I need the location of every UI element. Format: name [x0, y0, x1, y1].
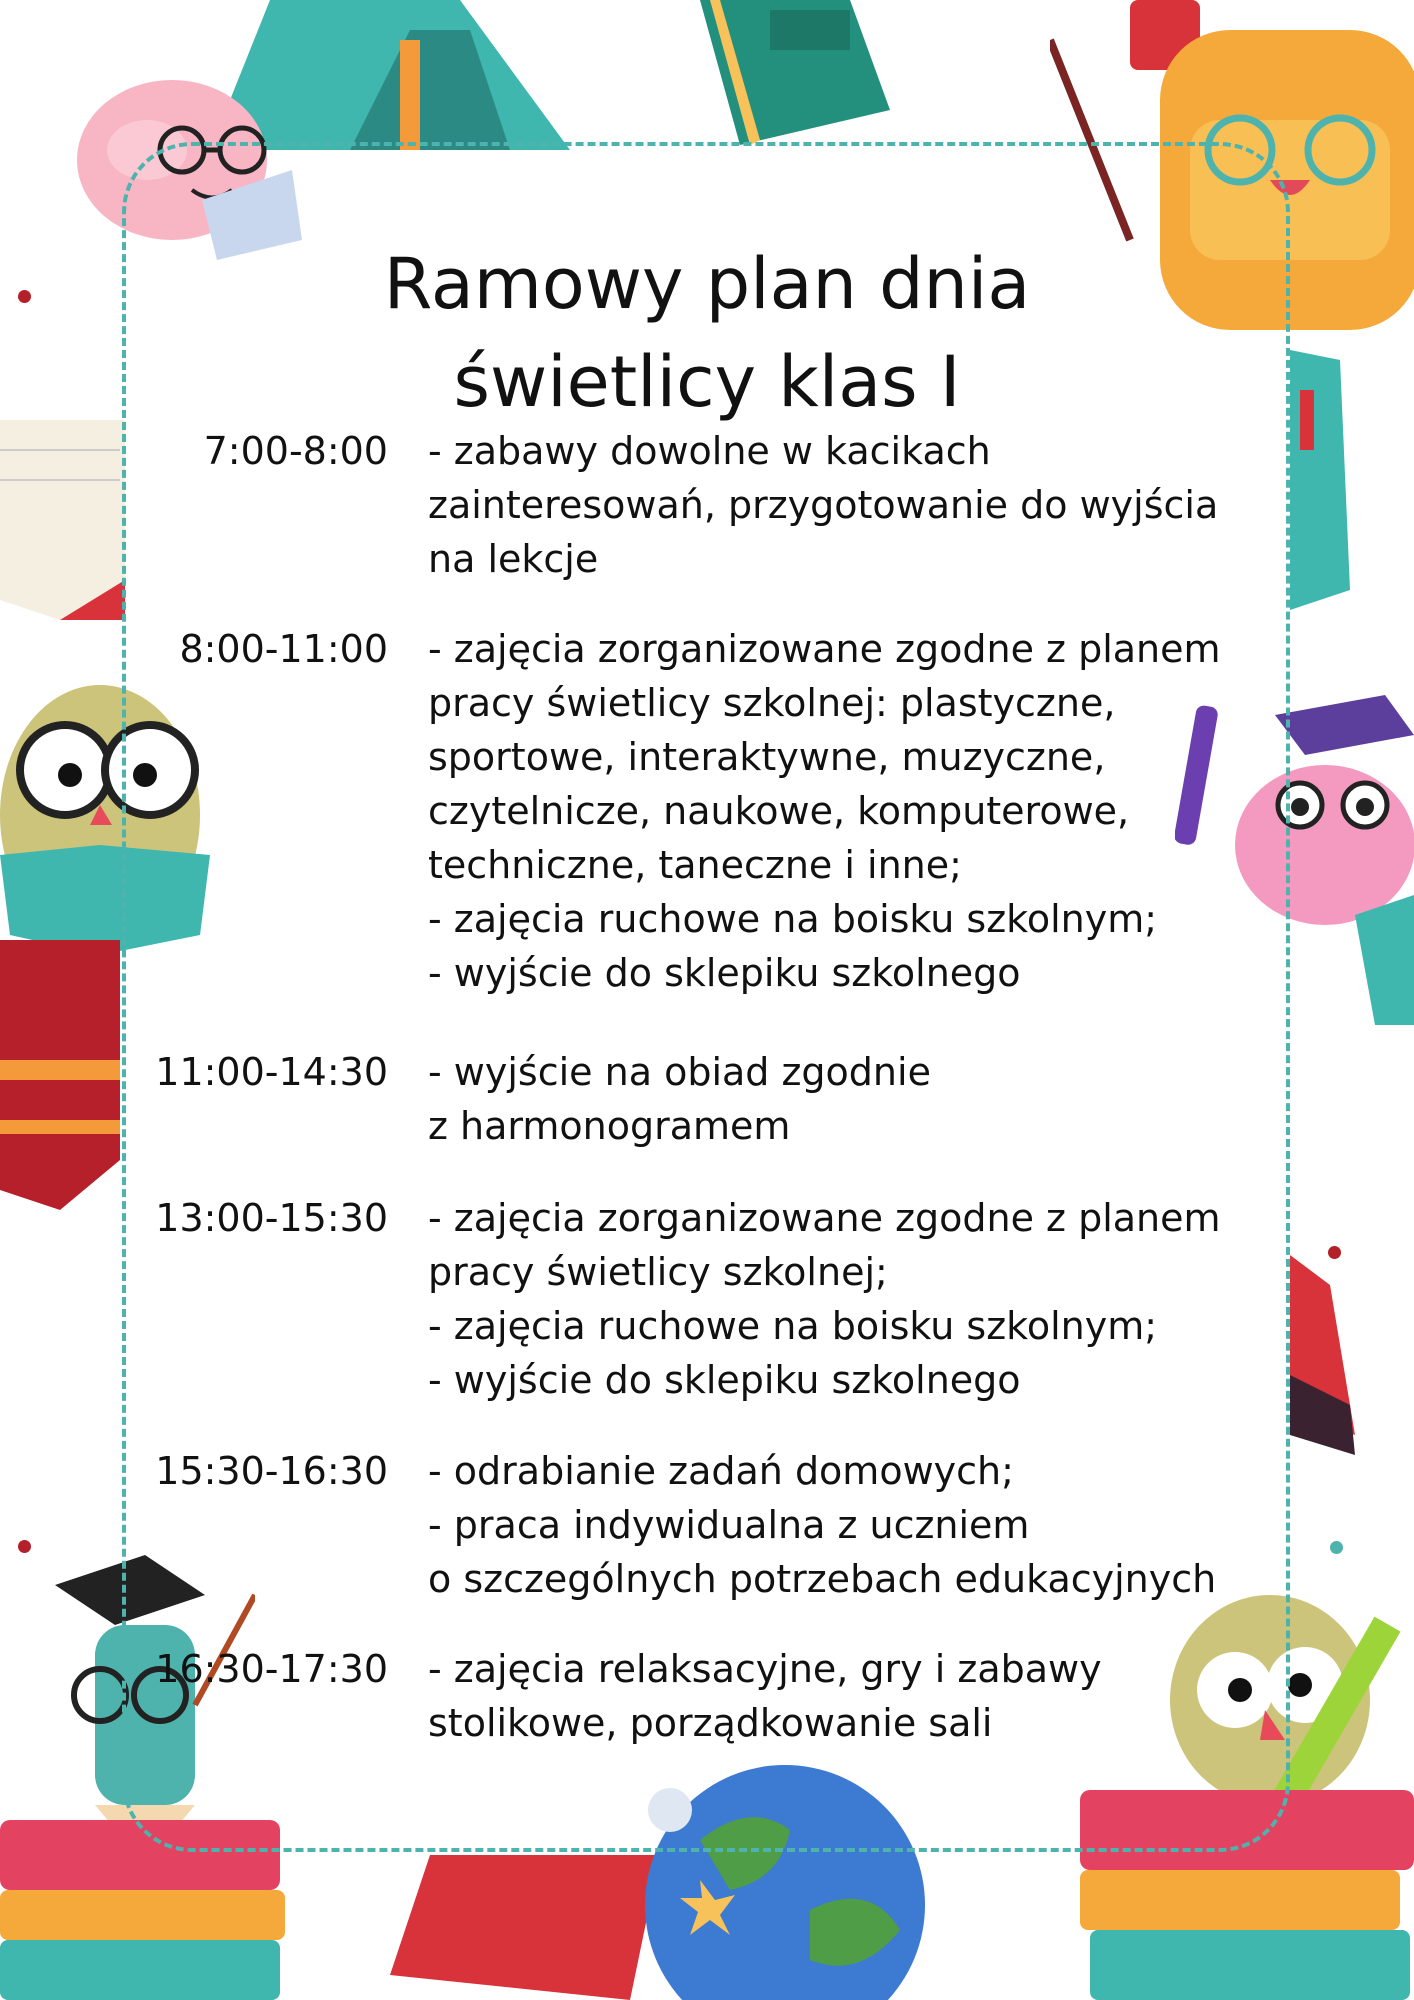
description-line: - wyjście do sklepiku szkolnego	[428, 951, 1021, 995]
description-line: z harmonogramem	[428, 1104, 791, 1148]
description-line: na lekcje	[428, 537, 599, 581]
description-line: pracy świetlicy szkolnej;	[428, 1250, 888, 1294]
schedule-time: 16:30-17:30	[155, 1647, 388, 1691]
description-line: - zajęcia relaksacyjne, gry i zabawy	[428, 1647, 1102, 1691]
description-line: - wyjście do sklepiku szkolnego	[428, 1358, 1021, 1402]
schedule-description	[428, 1045, 1268, 1153]
schedule-time: 11:00-14:30	[155, 1050, 388, 1094]
description-line: pracy świetlicy szkolnej: plastyczne,	[428, 681, 1116, 725]
schedule-description	[428, 1191, 1268, 1407]
schedule-time: 15:30-16:30	[155, 1449, 388, 1493]
description-line: - zabawy dowolne w kacikach	[428, 429, 991, 473]
title-line-2: świetlicy klas I	[453, 340, 961, 423]
description-line: o szczególnych potrzebach edukacyjnych	[428, 1557, 1217, 1601]
description-line: techniczne, taneczne i inne;	[428, 843, 962, 887]
description-line: czytelnicze, naukowe, komputerowe,	[428, 789, 1130, 833]
decor-dot	[18, 1540, 31, 1553]
title-line-1: Ramowy plan dnia	[383, 242, 1031, 325]
page-title	[0, 235, 1414, 431]
book-left-icon	[0, 420, 125, 620]
schedule-description	[428, 424, 1268, 586]
description-line: sportowe, interaktywne, muzyczne,	[428, 735, 1106, 779]
book-top-center-icon	[700, 0, 890, 145]
schedule-description	[428, 1444, 1268, 1606]
schedule-description	[428, 1642, 1268, 1750]
schedule-time: 8:00-11:00	[179, 627, 388, 671]
book-right-red-icon	[1290, 1255, 1360, 1455]
schedule-description	[428, 622, 1268, 1000]
description-line: zainteresowań, przygotowanie do wyjścia	[428, 483, 1219, 527]
description-line: - odrabianie zadań domowych;	[428, 1449, 1014, 1493]
decor-dot	[1330, 1541, 1343, 1554]
description-line: stolikowe, porządkowanie sali	[428, 1701, 993, 1745]
schedule-time: 13:00-15:30	[155, 1196, 388, 1240]
description-line: - praca indywidualna z uczniem	[428, 1503, 1030, 1547]
description-line: - zajęcia zorganizowane zgodne z planem	[428, 1196, 1221, 1240]
book-red-left-icon	[0, 940, 125, 1210]
description-line: - zajęcia zorganizowane zgodne z planem	[428, 627, 1221, 671]
schedule-time: 7:00-8:00	[203, 429, 388, 473]
decor-dot	[1328, 1246, 1341, 1259]
description-line: - zajęcia ruchowe na boisku szkolnym;	[428, 1304, 1158, 1348]
book-bottom-icon	[390, 1855, 660, 2000]
description-line: - zajęcia ruchowe na boisku szkolnym;	[428, 897, 1158, 941]
description-line: - wyjście na obiad zgodnie	[428, 1050, 931, 1094]
